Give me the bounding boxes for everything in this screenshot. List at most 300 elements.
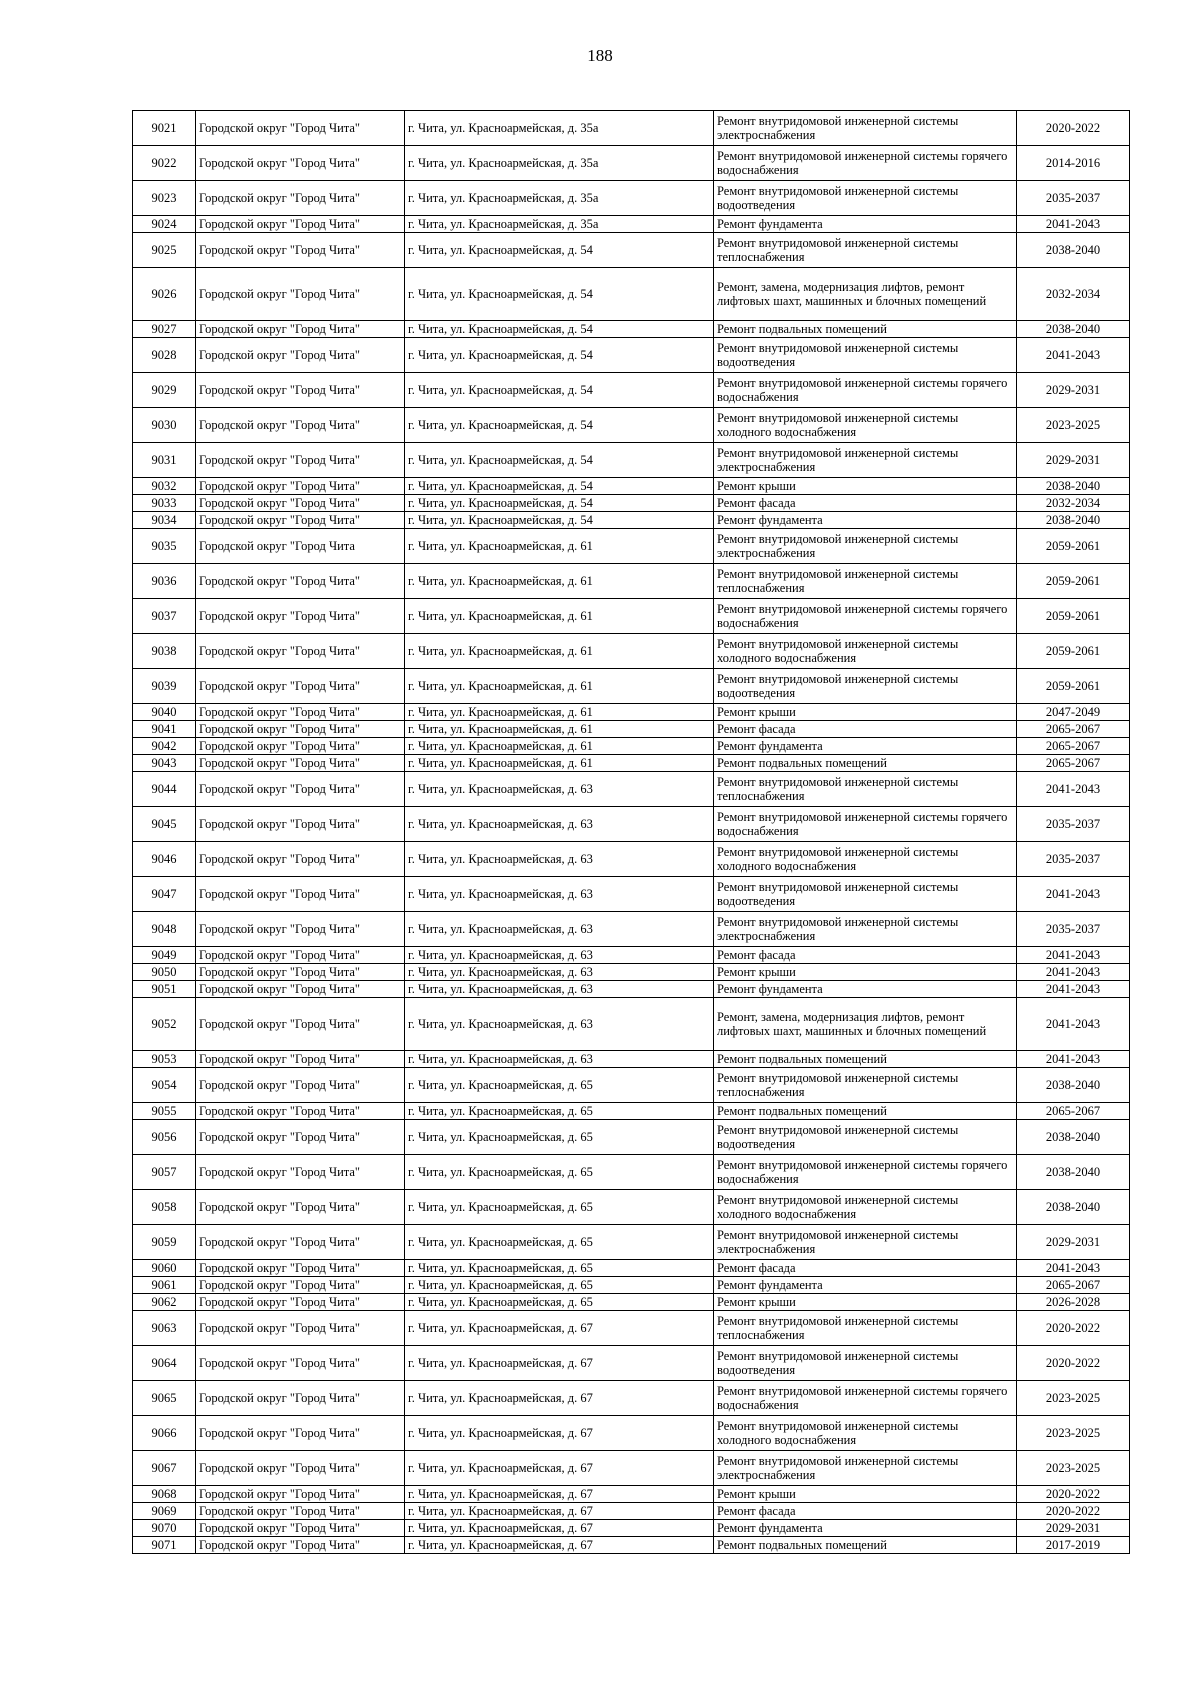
table-row [133, 1416, 1130, 1451]
cell-period: 2035-2037 [1017, 807, 1130, 842]
cell-municipality: Городской округ "Город Чита" [196, 478, 405, 495]
cell-address: г. Чита, ул. Красноармейская, д. 67 [405, 1486, 714, 1503]
table-row [133, 634, 1130, 669]
cell-address: г. Чита, ул. Красноармейская, д. 35а [405, 111, 714, 146]
cell-address: г. Чита, ул. Красноармейская, д. 67 [405, 1503, 714, 1520]
table-row [133, 1381, 1130, 1416]
table-row [133, 1120, 1130, 1155]
cell-work-type: Ремонт подвальных помещений [714, 1051, 1017, 1068]
cell-address: г. Чита, ул. Красноармейская, д. 65 [405, 1225, 714, 1260]
cell-municipality: Городской округ "Город Чита" [196, 1068, 405, 1103]
cell-municipality: Городской округ "Город Чита" [196, 721, 405, 738]
cell-number: 9048 [133, 912, 196, 947]
cell-period: 2038-2040 [1017, 1155, 1130, 1190]
cell-work-type: Ремонт внутридомовой инженерной системы электроснабжения [714, 111, 1017, 146]
cell-municipality: Городской округ "Город Чита" [196, 1416, 405, 1451]
cell-municipality: Городской округ "Город Чита" [196, 373, 405, 408]
cell-period: 2041-2043 [1017, 998, 1130, 1051]
cell-address: г. Чита, ул. Красноармейская, д. 54 [405, 233, 714, 268]
cell-number: 9058 [133, 1190, 196, 1225]
cell-address: г. Чита, ул. Красноармейская, д. 54 [405, 321, 714, 338]
cell-address: г. Чита, ул. Красноармейская, д. 65 [405, 1190, 714, 1225]
table-row [133, 842, 1130, 877]
cell-number: 9065 [133, 1381, 196, 1416]
cell-work-type: Ремонт внутридомовой инженерной системы теплоснабжения [714, 772, 1017, 807]
cell-municipality: Городской округ "Город Чита" [196, 512, 405, 529]
cell-address: г. Чита, ул. Красноармейская, д. 67 [405, 1520, 714, 1537]
cell-number: 9070 [133, 1520, 196, 1537]
cell-number: 9049 [133, 947, 196, 964]
cell-period: 2038-2040 [1017, 1190, 1130, 1225]
table-row [133, 512, 1130, 529]
table-row [133, 1260, 1130, 1277]
cell-work-type: Ремонт внутридомовой инженерной системы водоотведения [714, 877, 1017, 912]
cell-municipality: Городской округ "Город Чита" [196, 1537, 405, 1554]
table-row [133, 216, 1130, 233]
cell-work-type: Ремонт внутридомовой инженерной системы холодного водоснабжения [714, 842, 1017, 877]
cell-address: г. Чита, ул. Красноармейская, д. 63 [405, 998, 714, 1051]
cell-work-type: Ремонт внутридомовой инженерной системы электроснабжения [714, 443, 1017, 478]
cell-work-type: Ремонт крыши [714, 704, 1017, 721]
cell-work-type: Ремонт крыши [714, 478, 1017, 495]
table-row [133, 947, 1130, 964]
cell-work-type: Ремонт фундамента [714, 512, 1017, 529]
cell-work-type: Ремонт внутридомовой инженерной системы холодного водоснабжения [714, 408, 1017, 443]
cell-period: 2041-2043 [1017, 981, 1130, 998]
cell-address: г. Чита, ул. Красноармейская, д. 35а [405, 181, 714, 216]
cell-period: 2038-2040 [1017, 1068, 1130, 1103]
cell-address: г. Чита, ул. Красноармейская, д. 67 [405, 1346, 714, 1381]
cell-number: 9062 [133, 1294, 196, 1311]
table-row [133, 268, 1130, 321]
cell-number: 9039 [133, 669, 196, 704]
cell-work-type: Ремонт внутридомовой инженерной системы холодного водоснабжения [714, 1190, 1017, 1225]
table-row [133, 755, 1130, 772]
cell-period: 2041-2043 [1017, 338, 1130, 373]
cell-period: 2041-2043 [1017, 947, 1130, 964]
cell-municipality: Городской округ "Город Чита" [196, 1503, 405, 1520]
cell-period: 2035-2037 [1017, 842, 1130, 877]
cell-period: 2032-2034 [1017, 495, 1130, 512]
cell-municipality: Городской округ "Город Чита" [196, 1277, 405, 1294]
cell-municipality: Городской округ "Город Чита" [196, 1190, 405, 1225]
cell-period: 2023-2025 [1017, 408, 1130, 443]
table-row [133, 146, 1130, 181]
cell-work-type: Ремонт фасада [714, 947, 1017, 964]
cell-address: г. Чита, ул. Красноармейская, д. 65 [405, 1155, 714, 1190]
table-body [133, 111, 1130, 1554]
table-row [133, 807, 1130, 842]
cell-number: 9026 [133, 268, 196, 321]
cell-address: г. Чита, ул. Красноармейская, д. 61 [405, 634, 714, 669]
cell-address: г. Чита, ул. Красноармейская, д. 65 [405, 1277, 714, 1294]
table-row [133, 669, 1130, 704]
cell-number: 9071 [133, 1537, 196, 1554]
cell-number: 9022 [133, 146, 196, 181]
cell-work-type: Ремонт внутридомовой инженерной системы горячего водоснабжения [714, 373, 1017, 408]
cell-municipality: Городской округ "Город Чита" [196, 704, 405, 721]
table-row [133, 111, 1130, 146]
cell-number: 9059 [133, 1225, 196, 1260]
cell-municipality: Городской округ "Город Чита" [196, 1451, 405, 1486]
cell-work-type: Ремонт фасада [714, 495, 1017, 512]
cell-municipality: Городской округ "Город Чита" [196, 755, 405, 772]
cell-address: г. Чита, ул. Красноармейская, д. 35а [405, 216, 714, 233]
table-row [133, 1068, 1130, 1103]
cell-municipality: Городской округ "Город Чита" [196, 877, 405, 912]
cell-period: 2059-2061 [1017, 564, 1130, 599]
cell-number: 9045 [133, 807, 196, 842]
cell-municipality: Городской округ "Город Чита" [196, 807, 405, 842]
cell-number: 9060 [133, 1260, 196, 1277]
cell-work-type: Ремонт внутридомовой инженерной системы теплоснабжения [714, 233, 1017, 268]
table-row [133, 529, 1130, 564]
table-row [133, 1155, 1130, 1190]
cell-number: 9025 [133, 233, 196, 268]
table-row [133, 1225, 1130, 1260]
cell-number: 9037 [133, 599, 196, 634]
cell-address: г. Чита, ул. Красноармейская, д. 61 [405, 704, 714, 721]
cell-period: 2029-2031 [1017, 373, 1130, 408]
cell-work-type: Ремонт фасада [714, 1503, 1017, 1520]
cell-period: 2029-2031 [1017, 1225, 1130, 1260]
cell-number: 9040 [133, 704, 196, 721]
cell-municipality: Городской округ "Город Чита" [196, 338, 405, 373]
cell-number: 9056 [133, 1120, 196, 1155]
cell-address: г. Чита, ул. Красноармейская, д. 63 [405, 964, 714, 981]
cell-work-type: Ремонт внутридомовой инженерной системы горячего водоснабжения [714, 599, 1017, 634]
cell-municipality: Городской округ "Город Чита" [196, 1311, 405, 1346]
cell-number: 9038 [133, 634, 196, 669]
cell-municipality: Городской округ "Город Чита" [196, 233, 405, 268]
cell-period: 2065-2067 [1017, 721, 1130, 738]
cell-number: 9044 [133, 772, 196, 807]
cell-number: 9030 [133, 408, 196, 443]
table-row [133, 1537, 1130, 1554]
cell-work-type: Ремонт внутридомовой инженерной системы теплоснабжения [714, 1068, 1017, 1103]
cell-number: 9054 [133, 1068, 196, 1103]
cell-address: г. Чита, ул. Красноармейская, д. 63 [405, 807, 714, 842]
table-row [133, 998, 1130, 1051]
cell-work-type: Ремонт фундамента [714, 738, 1017, 755]
cell-municipality: Городской округ "Город Чита" [196, 495, 405, 512]
cell-municipality: Городской округ "Город Чита" [196, 998, 405, 1051]
table-row [133, 408, 1130, 443]
cell-address: г. Чита, ул. Красноармейская, д. 54 [405, 478, 714, 495]
cell-period: 2047-2049 [1017, 704, 1130, 721]
table-row [133, 772, 1130, 807]
cell-period: 2029-2031 [1017, 443, 1130, 478]
cell-period: 2029-2031 [1017, 1520, 1130, 1537]
cell-municipality: Городской округ "Город Чита" [196, 738, 405, 755]
cell-municipality: Городской округ "Город Чита" [196, 268, 405, 321]
cell-number: 9066 [133, 1416, 196, 1451]
cell-work-type: Ремонт внутридомовой инженерной системы теплоснабжения [714, 1311, 1017, 1346]
table-row [133, 443, 1130, 478]
cell-period: 2065-2067 [1017, 755, 1130, 772]
cell-address: г. Чита, ул. Красноармейская, д. 54 [405, 373, 714, 408]
cell-work-type: Ремонт, замена, модернизация лифтов, ремонт лифтовых шахт, машинных и блочных помещений [714, 268, 1017, 321]
cell-period: 2065-2067 [1017, 1277, 1130, 1294]
table-row [133, 338, 1130, 373]
cell-work-type: Ремонт внутридомовой инженерной системы электроснабжения [714, 1225, 1017, 1260]
cell-municipality: Городской округ "Город Чита" [196, 1225, 405, 1260]
cell-period: 2041-2043 [1017, 877, 1130, 912]
cell-period: 2035-2037 [1017, 181, 1130, 216]
cell-number: 9068 [133, 1486, 196, 1503]
cell-period: 2059-2061 [1017, 669, 1130, 704]
table-row [133, 373, 1130, 408]
cell-municipality: Городской округ "Город Чита [196, 529, 405, 564]
cell-period: 2041-2043 [1017, 1260, 1130, 1277]
cell-address: г. Чита, ул. Красноармейская, д. 61 [405, 599, 714, 634]
repair-schedule-table [132, 110, 1130, 1554]
cell-number: 9028 [133, 338, 196, 373]
cell-work-type: Ремонт фундамента [714, 216, 1017, 233]
cell-work-type: Ремонт крыши [714, 1294, 1017, 1311]
cell-period: 2023-2025 [1017, 1451, 1130, 1486]
cell-municipality: Городской округ "Город Чита" [196, 111, 405, 146]
cell-municipality: Городской округ "Город Чита" [196, 1520, 405, 1537]
cell-period: 2038-2040 [1017, 1120, 1130, 1155]
table-row [133, 1451, 1130, 1486]
table-row [133, 1520, 1130, 1537]
cell-work-type: Ремонт фундамента [714, 1520, 1017, 1537]
cell-number: 9055 [133, 1103, 196, 1120]
cell-municipality: Городской округ "Город Чита" [196, 634, 405, 669]
cell-address: г. Чита, ул. Красноармейская, д. 67 [405, 1381, 714, 1416]
cell-work-type: Ремонт фундамента [714, 1277, 1017, 1294]
cell-work-type: Ремонт внутридомовой инженерной системы электроснабжения [714, 529, 1017, 564]
table-row [133, 981, 1130, 998]
cell-number: 9029 [133, 373, 196, 408]
cell-number: 9057 [133, 1155, 196, 1190]
cell-period: 2059-2061 [1017, 529, 1130, 564]
cell-period: 2020-2022 [1017, 1486, 1130, 1503]
table-row [133, 877, 1130, 912]
cell-address: г. Чита, ул. Красноармейская, д. 67 [405, 1537, 714, 1554]
table-row [133, 1190, 1130, 1225]
cell-municipality: Городской округ "Город Чита" [196, 772, 405, 807]
cell-period: 2020-2022 [1017, 1346, 1130, 1381]
cell-work-type: Ремонт подвальных помещений [714, 755, 1017, 772]
cell-period: 2032-2034 [1017, 268, 1130, 321]
cell-address: г. Чита, ул. Красноармейская, д. 54 [405, 512, 714, 529]
table-row [133, 495, 1130, 512]
cell-period: 2059-2061 [1017, 599, 1130, 634]
cell-period: 2038-2040 [1017, 321, 1130, 338]
cell-address: г. Чита, ул. Красноармейская, д. 63 [405, 981, 714, 998]
cell-period: 2041-2043 [1017, 964, 1130, 981]
cell-number: 9031 [133, 443, 196, 478]
cell-work-type: Ремонт фасада [714, 721, 1017, 738]
cell-period: 2038-2040 [1017, 478, 1130, 495]
cell-work-type: Ремонт внутридомовой инженерной системы горячего водоснабжения [714, 1155, 1017, 1190]
cell-work-type: Ремонт, замена, модернизация лифтов, ремонт лифтовых шахт, машинных и блочных помещений [714, 998, 1017, 1051]
cell-address: г. Чита, ул. Красноармейская, д. 54 [405, 338, 714, 373]
table-row [133, 1103, 1130, 1120]
table-row [133, 1503, 1130, 1520]
cell-address: г. Чита, ул. Красноармейская, д. 61 [405, 669, 714, 704]
cell-municipality: Городской округ "Город Чита" [196, 1486, 405, 1503]
cell-number: 9053 [133, 1051, 196, 1068]
cell-municipality: Городской округ "Город Чита" [196, 1260, 405, 1277]
cell-number: 9042 [133, 738, 196, 755]
cell-address: г. Чита, ул. Красноармейская, д. 35а [405, 146, 714, 181]
cell-address: г. Чита, ул. Красноармейская, д. 61 [405, 529, 714, 564]
cell-address: г. Чита, ул. Красноармейская, д. 61 [405, 755, 714, 772]
cell-work-type: Ремонт подвальных помещений [714, 321, 1017, 338]
cell-municipality: Городской округ "Город Чита" [196, 842, 405, 877]
cell-work-type: Ремонт внутридомовой инженерной системы водоотведения [714, 338, 1017, 373]
table-row [133, 1486, 1130, 1503]
table-row [133, 1277, 1130, 1294]
cell-work-type: Ремонт внутридомовой инженерной системы холодного водоснабжения [714, 634, 1017, 669]
cell-period: 2038-2040 [1017, 233, 1130, 268]
table-row [133, 181, 1130, 216]
cell-address: г. Чита, ул. Красноармейская, д. 65 [405, 1068, 714, 1103]
cell-municipality: Городской округ "Город Чита" [196, 408, 405, 443]
cell-work-type: Ремонт фундамента [714, 981, 1017, 998]
table-row [133, 478, 1130, 495]
table-row [133, 721, 1130, 738]
cell-address: г. Чита, ул. Красноармейская, д. 65 [405, 1260, 714, 1277]
table-row [133, 1346, 1130, 1381]
table-row [133, 1311, 1130, 1346]
table-row [133, 321, 1130, 338]
table-row [133, 738, 1130, 755]
cell-municipality: Городской округ "Город Чита" [196, 564, 405, 599]
cell-municipality: Городской округ "Город Чита" [196, 216, 405, 233]
cell-number: 9035 [133, 529, 196, 564]
cell-municipality: Городской округ "Город Чита" [196, 443, 405, 478]
table-row [133, 1051, 1130, 1068]
cell-number: 9069 [133, 1503, 196, 1520]
cell-address: г. Чита, ул. Красноармейская, д. 63 [405, 877, 714, 912]
cell-work-type: Ремонт подвальных помещений [714, 1537, 1017, 1554]
cell-municipality: Городской округ "Город Чита" [196, 1051, 405, 1068]
cell-number: 9034 [133, 512, 196, 529]
cell-address: г. Чита, ул. Красноармейская, д. 63 [405, 842, 714, 877]
cell-period: 2041-2043 [1017, 1051, 1130, 1068]
cell-address: г. Чита, ул. Красноармейская, д. 67 [405, 1311, 714, 1346]
cell-municipality: Городской округ "Город Чита" [196, 146, 405, 181]
cell-municipality: Городской округ "Город Чита" [196, 1103, 405, 1120]
table-row [133, 964, 1130, 981]
cell-period: 2014-2016 [1017, 146, 1130, 181]
cell-work-type: Ремонт внутридомовой инженерной системы водоотведения [714, 181, 1017, 216]
cell-municipality: Городской округ "Город Чита" [196, 1120, 405, 1155]
cell-work-type: Ремонт внутридомовой инженерной системы горячего водоснабжения [714, 807, 1017, 842]
cell-work-type: Ремонт внутридомовой инженерной системы водоотведения [714, 669, 1017, 704]
cell-municipality: Городской округ "Город Чита" [196, 1294, 405, 1311]
cell-number: 9067 [133, 1451, 196, 1486]
cell-number: 9061 [133, 1277, 196, 1294]
cell-number: 9041 [133, 721, 196, 738]
cell-number: 9043 [133, 755, 196, 772]
cell-period: 2065-2067 [1017, 738, 1130, 755]
cell-municipality: Городской округ "Город Чита" [196, 321, 405, 338]
cell-number: 9050 [133, 964, 196, 981]
cell-municipality: Городской округ "Город Чита" [196, 669, 405, 704]
cell-work-type: Ремонт крыши [714, 964, 1017, 981]
table-row [133, 704, 1130, 721]
cell-period: 2020-2022 [1017, 1311, 1130, 1346]
cell-work-type: Ремонт внутридомовой инженерной системы электроснабжения [714, 912, 1017, 947]
cell-municipality: Городской округ "Город Чита" [196, 1155, 405, 1190]
cell-municipality: Городской округ "Город Чита" [196, 599, 405, 634]
cell-address: г. Чита, ул. Красноармейская, д. 65 [405, 1294, 714, 1311]
cell-municipality: Городской округ "Город Чита" [196, 1381, 405, 1416]
cell-address: г. Чита, ул. Красноармейская, д. 65 [405, 1103, 714, 1120]
cell-work-type: Ремонт внутридомовой инженерной системы холодного водоснабжения [714, 1416, 1017, 1451]
cell-address: г. Чита, ул. Красноармейская, д. 54 [405, 268, 714, 321]
table-row [133, 1294, 1130, 1311]
cell-number: 9064 [133, 1346, 196, 1381]
cell-number: 9023 [133, 181, 196, 216]
cell-period: 2038-2040 [1017, 512, 1130, 529]
table-row [133, 599, 1130, 634]
cell-number: 9036 [133, 564, 196, 599]
cell-number: 9063 [133, 1311, 196, 1346]
table-row [133, 564, 1130, 599]
cell-period: 2035-2037 [1017, 912, 1130, 947]
cell-address: г. Чита, ул. Красноармейская, д. 65 [405, 1120, 714, 1155]
cell-period: 2041-2043 [1017, 216, 1130, 233]
cell-period: 2065-2067 [1017, 1103, 1130, 1120]
cell-period: 2023-2025 [1017, 1416, 1130, 1451]
cell-work-type: Ремонт внутридомовой инженерной системы теплоснабжения [714, 564, 1017, 599]
cell-address: г. Чита, ул. Красноармейская, д. 63 [405, 947, 714, 964]
cell-address: г. Чита, ул. Красноармейская, д. 63 [405, 1051, 714, 1068]
cell-work-type: Ремонт подвальных помещений [714, 1103, 1017, 1120]
cell-address: г. Чита, ул. Красноармейская, д. 61 [405, 564, 714, 599]
cell-address: г. Чита, ул. Красноармейская, д. 67 [405, 1416, 714, 1451]
cell-number: 9032 [133, 478, 196, 495]
cell-work-type: Ремонт внутридомовой инженерной системы горячего водоснабжения [714, 1381, 1017, 1416]
cell-address: г. Чита, ул. Красноармейская, д. 54 [405, 408, 714, 443]
cell-work-type: Ремонт внутридомовой инженерной системы водоотведения [714, 1120, 1017, 1155]
cell-number: 9047 [133, 877, 196, 912]
cell-work-type: Ремонт фасада [714, 1260, 1017, 1277]
cell-period: 2026-2028 [1017, 1294, 1130, 1311]
cell-work-type: Ремонт крыши [714, 1486, 1017, 1503]
cell-number: 9027 [133, 321, 196, 338]
table-row [133, 912, 1130, 947]
cell-period: 2020-2022 [1017, 1503, 1130, 1520]
cell-number: 9051 [133, 981, 196, 998]
table-row [133, 233, 1130, 268]
cell-number: 9033 [133, 495, 196, 512]
cell-work-type: Ремонт внутридомовой инженерной системы горячего водоснабжения [714, 146, 1017, 181]
cell-number: 9021 [133, 111, 196, 146]
cell-period: 2059-2061 [1017, 634, 1130, 669]
cell-address: г. Чита, ул. Красноармейская, д. 61 [405, 721, 714, 738]
cell-address: г. Чита, ул. Красноармейская, д. 61 [405, 738, 714, 755]
cell-municipality: Городской округ "Город Чита" [196, 964, 405, 981]
cell-address: г. Чита, ул. Красноармейская, д. 54 [405, 495, 714, 512]
cell-address: г. Чита, ул. Красноармейская, д. 63 [405, 912, 714, 947]
cell-address: г. Чита, ул. Красноармейская, д. 63 [405, 772, 714, 807]
page-number: 188 [587, 46, 613, 65]
cell-number: 9052 [133, 998, 196, 1051]
cell-municipality: Городской округ "Город Чита" [196, 1346, 405, 1381]
cell-period: 2023-2025 [1017, 1381, 1130, 1416]
cell-work-type: Ремонт внутридомовой инженерной системы электроснабжения [714, 1451, 1017, 1486]
cell-number: 9046 [133, 842, 196, 877]
cell-work-type: Ремонт внутридомовой инженерной системы водоотведения [714, 1346, 1017, 1381]
cell-municipality: Городской округ "Город Чита" [196, 947, 405, 964]
